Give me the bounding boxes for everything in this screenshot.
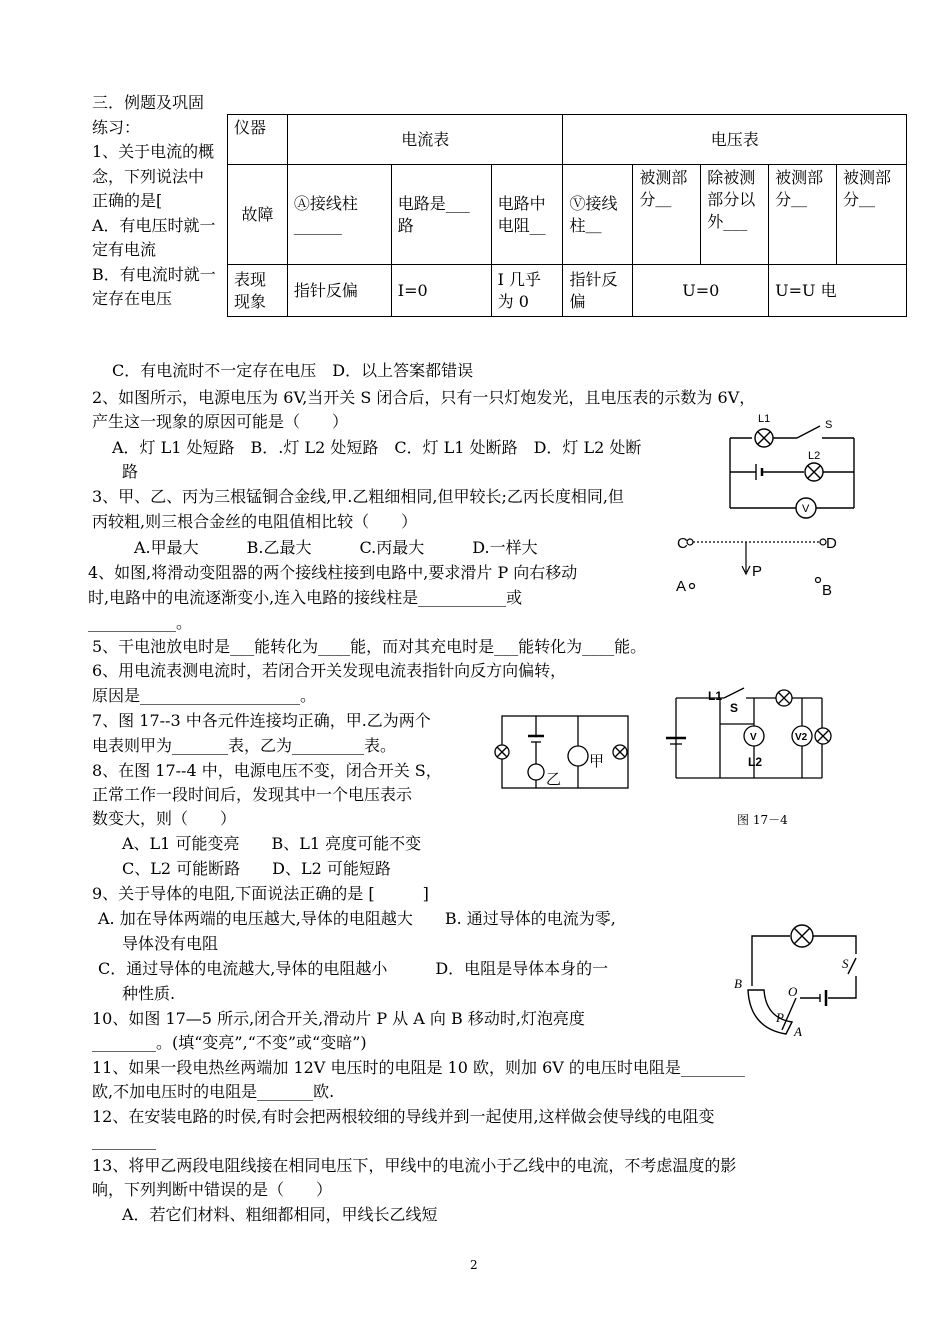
label-s: S — [842, 956, 849, 971]
label-l1: L1 — [708, 689, 723, 703]
q4-line-1: 4、如图,将滑动变阻器的两个接线柱接到电路中,要求滑片 P 向右移动 — [88, 563, 578, 582]
cell-needle-reverse: 指针反偏 — [287, 265, 391, 317]
label-p: P — [752, 563, 763, 580]
switch-icon — [797, 426, 820, 438]
q8-line-2: 正常工作一段时间后，发现其中一个电压表示 — [92, 785, 413, 804]
label-c: C — [677, 535, 688, 552]
q3-line-1: 3、甲、乙、丙为三根锰铜合金线,甲.乙粗细相同,但甲较长;乙丙长度相同,但 — [92, 487, 624, 506]
label-jia: 甲 — [589, 752, 605, 770]
q7-line-1: 7、图 17--3 中各元件连接均正确，甲.乙为两个 — [92, 711, 431, 730]
cell-i-zero: I=0 — [391, 265, 491, 317]
cell-v-terminal: Ⓥ接线柱＿ — [563, 165, 633, 265]
q9-line-3: 导体没有电阻 — [122, 934, 219, 953]
q13-option-a: A．若它们材料、粗细都相同，甲线长乙线短 — [122, 1205, 438, 1224]
q9-line-1: 9、关于导体的电阻,下面说法正确的是 [ ] — [92, 884, 429, 903]
header-voltmeter: 电压表 — [563, 115, 907, 165]
q2-line-4: 路 — [122, 462, 139, 481]
label-b: B — [734, 976, 742, 991]
table-row — [228, 115, 907, 165]
q4-rheostat-figure — [672, 528, 844, 604]
label-o: O — [788, 984, 798, 999]
q4-line-2: 时,电路中的电流逐渐变小,连入电路的接线柱是___________或 — [88, 588, 523, 607]
q13-line-2: 响，下列判断中错误的是（ ） — [92, 1180, 333, 1199]
q7-line-2: 电表则甲为_______表，乙为_________表。 — [92, 736, 397, 755]
label-a: A — [794, 1024, 802, 1039]
label-fault: 故障 — [228, 165, 288, 265]
q9-line-5: 种性质. — [122, 984, 176, 1003]
q3-line-2: 丙较粗,则三根合金丝的电阻值相比较（ ） — [92, 512, 418, 531]
q1-stem: 1、关于电流的概念，下列说法中正确的是[ — [92, 142, 215, 210]
label-l1: L1 — [758, 413, 771, 425]
q4-line-3: ___________。 — [88, 613, 193, 632]
q7-circuit-figure — [492, 708, 640, 796]
label-v2: V2 — [795, 732, 808, 743]
cell-circuit-is: 电路是___路 — [391, 165, 491, 265]
label-a: A — [676, 578, 687, 595]
label-l2: L2 — [748, 755, 763, 769]
q10-circuit-figure — [726, 918, 866, 1040]
q2-line-2: 产生这一现象的原因可能是（ ） — [92, 412, 349, 431]
q5-line: 5、干电池放电时是___能转化为____能，而对其充电时是___能转化为____能。 — [92, 637, 647, 656]
q1-option-a: A．有电压时就一定有电流 — [92, 215, 216, 259]
fig-17-4-caption: 图 17－4 — [737, 813, 788, 827]
cell-a-terminal: Ⓐ接线柱______ — [287, 165, 391, 265]
q1-option-b: B．有电流时就一定存在电压 — [92, 264, 216, 308]
cell-circuit-res: 电路中电阻__ — [491, 165, 563, 265]
fault-table — [227, 114, 907, 317]
q8-option-ab: A、L1 可能变亮 B、L1 亮度可能不变 — [122, 834, 422, 853]
q8-option-cd: C、L2 可能断路 D、L2 可能短路 — [122, 859, 391, 878]
label-yi: 乙 — [546, 770, 562, 788]
table-row — [228, 265, 907, 317]
cell-needle-reverse-2: 指针反偏 — [563, 265, 633, 317]
cell-u-equal: U=U 电 — [769, 265, 907, 317]
q8-line-3: 数变大，则（ ） — [92, 809, 237, 828]
cell-i-almost-zero: I 几乎为 0 — [491, 265, 563, 317]
cell-measured-2: 被测部分＿ — [769, 165, 837, 265]
header-instrument: 仪器 — [228, 115, 288, 165]
header-ammeter: 电流表 — [287, 115, 563, 165]
label-p: P — [776, 1010, 784, 1025]
q2-line-3: A．灯 L1 处短路 B．.灯 L2 处短路 C．灯 L1 处断路 D．灯 L2 处断 — [112, 438, 642, 457]
q6-line-1: 6、用电流表测电流时，若闭合开关发现电流表指针向反方向偏转， — [92, 661, 567, 680]
q13-line-1: 13、将甲乙两段电阻线接在相同电压下，甲线中的电流小于乙线中的电流，不考虑温度的影 — [92, 1156, 737, 1175]
q10-line-1: 10、如图 17—5 所示,闭合开关,滑动片 P 从 A 向 B 移动时,灯泡亮度 — [92, 1009, 585, 1028]
table-row — [228, 165, 907, 265]
q12-line-1: 12、在安装电路的时侯,有时会把两根较细的导线并到一起使用,这样做会使导线的电阻变 — [92, 1107, 715, 1126]
q2-line-1: 2、如图所示，电源电压为 6V,当开关 S 闭合后，只有一只灯炮发光，且电压表的示数为 6V， — [92, 388, 756, 407]
q8-line-1: 8、在图 17--4 中，电源电压不变，闭合开关 S， — [92, 761, 442, 780]
q11-line-1: 11、如果一段电热丝两端加 12V 电压时的电阻是 10 欧，则加 6V 的电压时电阻是________ — [92, 1058, 745, 1077]
q9-line-2: A. 加在导体两端的电压越大,导体的电阻越大 B. 通过导体的电流为零, — [98, 909, 616, 928]
q6-line-2: 原因是____________________。 — [92, 686, 317, 705]
q8-circuit-figure — [662, 684, 838, 784]
label-phenomenon: 表现现象 — [228, 265, 288, 317]
q1-option-cd: C．有电流时不一定存在电压 D．以上答案都错误 — [112, 361, 474, 380]
q2-circuit-figure — [722, 408, 870, 524]
label-l2: L2 — [808, 450, 821, 462]
label-s: S — [825, 419, 833, 431]
page-number: 2 — [470, 1258, 478, 1272]
cell-measured-3: 被测部分＿ — [837, 165, 907, 265]
label-v1: V — [750, 732, 757, 743]
label-s: S — [730, 701, 739, 715]
q10-line-2: ________。(填“变亮”,“不变”或“变暗”) — [92, 1033, 367, 1052]
cell-measured-1: 被测部分＿ — [633, 165, 701, 265]
label-b: B — [822, 582, 833, 599]
q3-options: A.甲最大 B.乙最大 C.丙最大 D.一样大 — [134, 538, 538, 557]
cell-except-measured: 除被测部分以外___ — [701, 165, 769, 265]
section-heading: 三．例题及巩固练习： — [92, 93, 205, 137]
q1-left-column — [92, 91, 216, 312]
q12-line-2: ________ — [92, 1131, 156, 1150]
label-v: V — [802, 503, 810, 515]
q11-line-2: 欧,不加电压时的电阻是_______欧. — [92, 1082, 335, 1101]
label-d: D — [826, 535, 837, 552]
q9-line-4: C．通过导体的电流越大,导体的电阻越小 D．电阻是导体本身的一 — [98, 959, 609, 978]
cell-u-zero: U=0 — [633, 265, 769, 317]
